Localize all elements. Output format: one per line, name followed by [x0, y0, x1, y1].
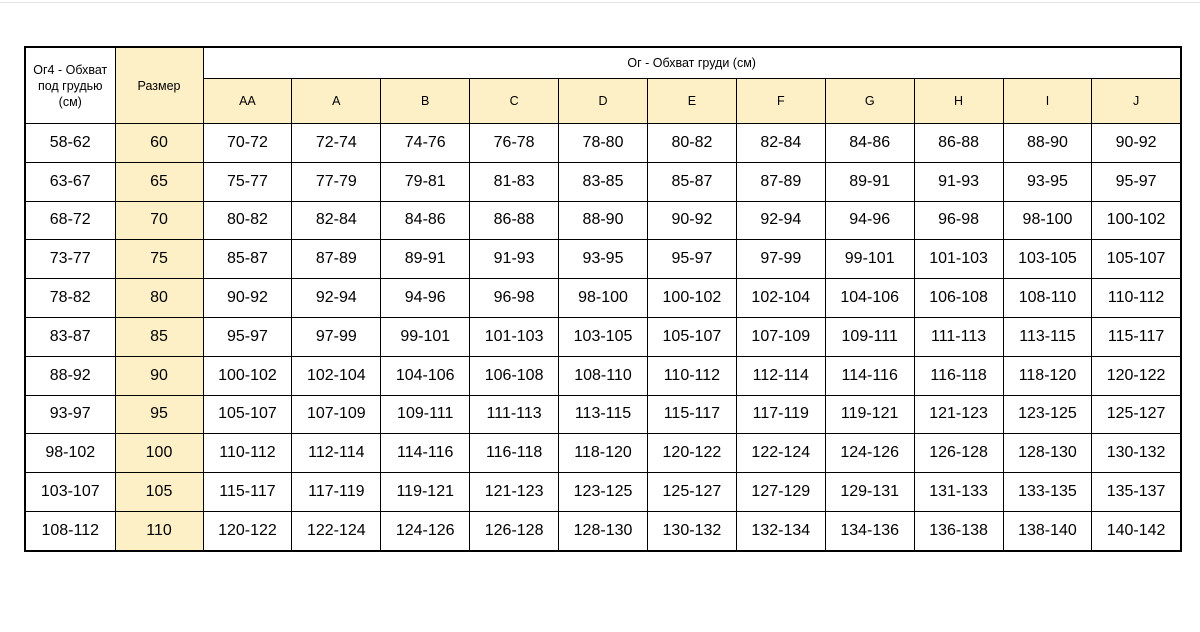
bust-cell: 123-125 — [559, 473, 648, 512]
bust-cell: 78-80 — [559, 124, 648, 163]
bust-cell: 70-72 — [203, 124, 292, 163]
bust-cell: 99-101 — [825, 240, 914, 279]
bust-cell: 93-95 — [1003, 162, 1092, 201]
bust-cell: 102-104 — [292, 356, 381, 395]
bust-cell: 122-124 — [736, 434, 825, 473]
bust-cell: 125-127 — [1092, 395, 1181, 434]
bust-cell: 131-133 — [914, 473, 1003, 512]
bust-cell: 93-95 — [559, 240, 648, 279]
bust-cell: 111-113 — [914, 317, 1003, 356]
bust-cell: 86-88 — [470, 201, 559, 240]
cup-header-b: B — [381, 79, 470, 124]
bust-cell: 130-132 — [1092, 434, 1181, 473]
bust-cell: 107-109 — [292, 395, 381, 434]
size-cell: 85 — [115, 317, 203, 356]
bust-cell: 90-92 — [203, 279, 292, 318]
underbust-cell: 63-67 — [25, 162, 115, 201]
size-cell: 95 — [115, 395, 203, 434]
size-cell: 90 — [115, 356, 203, 395]
bust-cell: 114-116 — [381, 434, 470, 473]
table-row — [25, 201, 1181, 240]
bust-cell: 104-106 — [825, 279, 914, 318]
bust-cell: 126-128 — [470, 511, 559, 550]
bust-cell: 101-103 — [470, 317, 559, 356]
table-row — [25, 124, 1181, 163]
bust-cell: 105-107 — [1092, 240, 1181, 279]
bust-cell: 110-112 — [1092, 279, 1181, 318]
bust-cell: 88-90 — [559, 201, 648, 240]
underbust-cell: 98-102 — [25, 434, 115, 473]
bust-cell: 100-102 — [1092, 201, 1181, 240]
bust-cell: 121-123 — [914, 395, 1003, 434]
cup-header-j: J — [1092, 79, 1181, 124]
underbust-cell: 83-87 — [25, 317, 115, 356]
bust-cell: 103-105 — [559, 317, 648, 356]
bust-cell: 125-127 — [647, 473, 736, 512]
cup-header-h: H — [914, 79, 1003, 124]
bust-cell: 124-126 — [381, 511, 470, 550]
bust-cell: 116-118 — [914, 356, 1003, 395]
bust-cell: 123-125 — [1003, 395, 1092, 434]
bust-cell: 115-117 — [1092, 317, 1181, 356]
bust-cell: 97-99 — [736, 240, 825, 279]
underbust-cell: 103-107 — [25, 473, 115, 512]
bust-cell: 85-87 — [203, 240, 292, 279]
bust-cell: 119-121 — [381, 473, 470, 512]
table-row — [25, 511, 1181, 550]
bust-cell: 110-112 — [647, 356, 736, 395]
bust-cell: 140-142 — [1092, 511, 1181, 550]
size-cell: 100 — [115, 434, 203, 473]
underbust-cell: 68-72 — [25, 201, 115, 240]
cup-header-d: D — [559, 79, 648, 124]
bust-cell: 98-100 — [559, 279, 648, 318]
bust-cell: 92-94 — [292, 279, 381, 318]
bust-cell: 98-100 — [1003, 201, 1092, 240]
bust-cell: 97-99 — [292, 317, 381, 356]
bust-cell: 124-126 — [825, 434, 914, 473]
cup-header-c: C — [470, 79, 559, 124]
bust-cell: 79-81 — [381, 162, 470, 201]
bust-cell: 82-84 — [292, 201, 381, 240]
bust-cell: 103-105 — [1003, 240, 1092, 279]
bust-cell: 82-84 — [736, 124, 825, 163]
table-body — [25, 124, 1181, 551]
cup-header-i: I — [1003, 79, 1092, 124]
underbust-cell: 78-82 — [25, 279, 115, 318]
bust-cell: 132-134 — [736, 511, 825, 550]
bust-cell: 101-103 — [914, 240, 1003, 279]
bust-header: Ог - Обхват груди (см) — [203, 47, 1181, 79]
bust-cell: 108-110 — [1003, 279, 1092, 318]
bust-cell: 120-122 — [203, 511, 292, 550]
underbust-header: Ог4 - Обхват под грудью (см) — [25, 47, 115, 124]
bust-cell: 77-79 — [292, 162, 381, 201]
bust-cell: 118-120 — [1003, 356, 1092, 395]
bust-cell: 134-136 — [825, 511, 914, 550]
bust-cell: 84-86 — [381, 201, 470, 240]
bust-cell: 112-114 — [736, 356, 825, 395]
bust-cell: 133-135 — [1003, 473, 1092, 512]
bust-cell: 89-91 — [825, 162, 914, 201]
underbust-cell: 93-97 — [25, 395, 115, 434]
bust-cell: 127-129 — [736, 473, 825, 512]
table-row — [25, 317, 1181, 356]
bust-cell: 84-86 — [825, 124, 914, 163]
bust-cell: 113-115 — [1003, 317, 1092, 356]
bust-cell: 94-96 — [825, 201, 914, 240]
size-cell: 60 — [115, 124, 203, 163]
bust-cell: 105-107 — [647, 317, 736, 356]
bust-cell: 117-119 — [736, 395, 825, 434]
bust-cell: 136-138 — [914, 511, 1003, 550]
cup-header-e: E — [647, 79, 736, 124]
bust-cell: 87-89 — [292, 240, 381, 279]
bust-cell: 96-98 — [914, 201, 1003, 240]
bust-cell: 96-98 — [470, 279, 559, 318]
bust-cell: 107-109 — [736, 317, 825, 356]
bust-cell: 91-93 — [470, 240, 559, 279]
bust-cell: 104-106 — [381, 356, 470, 395]
bust-cell: 87-89 — [736, 162, 825, 201]
bust-cell: 100-102 — [647, 279, 736, 318]
bust-cell: 130-132 — [647, 511, 736, 550]
bust-cell: 115-117 — [203, 473, 292, 512]
bust-cell: 99-101 — [381, 317, 470, 356]
bust-cell: 80-82 — [203, 201, 292, 240]
bust-cell: 74-76 — [381, 124, 470, 163]
bust-cell: 83-85 — [559, 162, 648, 201]
cup-header-g: G — [825, 79, 914, 124]
underbust-cell: 58-62 — [25, 124, 115, 163]
table-row — [25, 395, 1181, 434]
bust-cell: 76-78 — [470, 124, 559, 163]
bust-cell: 102-104 — [736, 279, 825, 318]
bust-cell: 138-140 — [1003, 511, 1092, 550]
bust-cell: 75-77 — [203, 162, 292, 201]
bust-cell: 91-93 — [914, 162, 1003, 201]
bust-cell: 86-88 — [914, 124, 1003, 163]
size-cell: 65 — [115, 162, 203, 201]
bust-cell: 110-112 — [203, 434, 292, 473]
bust-cell: 135-137 — [1092, 473, 1181, 512]
bust-cell: 105-107 — [203, 395, 292, 434]
size-cell: 70 — [115, 201, 203, 240]
bust-cell: 121-123 — [470, 473, 559, 512]
bust-cell: 109-111 — [381, 395, 470, 434]
bust-cell: 106-108 — [914, 279, 1003, 318]
bust-cell: 108-110 — [559, 356, 648, 395]
bust-cell: 128-130 — [559, 511, 648, 550]
bust-cell: 113-115 — [559, 395, 648, 434]
size-cell: 110 — [115, 511, 203, 550]
cup-header-f: F — [736, 79, 825, 124]
underbust-cell: 88-92 — [25, 356, 115, 395]
bust-cell: 117-119 — [292, 473, 381, 512]
underbust-cell: 108-112 — [25, 511, 115, 550]
bra-size-table — [24, 46, 1182, 552]
table-row — [25, 279, 1181, 318]
bust-cell: 90-92 — [647, 201, 736, 240]
bust-cell: 95-97 — [647, 240, 736, 279]
size-header: Размер — [115, 47, 203, 124]
bust-cell: 90-92 — [1092, 124, 1181, 163]
size-cell: 105 — [115, 473, 203, 512]
bust-cell: 126-128 — [914, 434, 1003, 473]
bust-cell: 92-94 — [736, 201, 825, 240]
bust-cell: 118-120 — [559, 434, 648, 473]
bust-cell: 95-97 — [1092, 162, 1181, 201]
table-row — [25, 473, 1181, 512]
bust-cell: 120-122 — [1092, 356, 1181, 395]
table-row — [25, 240, 1181, 279]
bust-cell: 128-130 — [1003, 434, 1092, 473]
bust-cell: 72-74 — [292, 124, 381, 163]
bust-cell: 120-122 — [647, 434, 736, 473]
top-divider — [0, 2, 1200, 3]
header-row-top — [25, 47, 1181, 79]
bust-cell: 80-82 — [647, 124, 736, 163]
table-row — [25, 356, 1181, 395]
table-row — [25, 162, 1181, 201]
underbust-cell: 73-77 — [25, 240, 115, 279]
size-cell: 75 — [115, 240, 203, 279]
size-cell: 80 — [115, 279, 203, 318]
bust-cell: 95-97 — [203, 317, 292, 356]
bust-cell: 119-121 — [825, 395, 914, 434]
bust-cell: 115-117 — [647, 395, 736, 434]
bust-cell: 116-118 — [470, 434, 559, 473]
bust-cell: 81-83 — [470, 162, 559, 201]
cup-header-aa: AA — [203, 79, 292, 124]
bust-cell: 109-111 — [825, 317, 914, 356]
bust-cell: 122-124 — [292, 511, 381, 550]
bust-cell: 106-108 — [470, 356, 559, 395]
bust-cell: 85-87 — [647, 162, 736, 201]
bust-cell: 129-131 — [825, 473, 914, 512]
cup-header-a: A — [292, 79, 381, 124]
bust-cell: 89-91 — [381, 240, 470, 279]
bust-cell: 94-96 — [381, 279, 470, 318]
bust-cell: 112-114 — [292, 434, 381, 473]
bust-cell: 88-90 — [1003, 124, 1092, 163]
bust-cell: 111-113 — [470, 395, 559, 434]
table-row — [25, 434, 1181, 473]
bust-cell: 100-102 — [203, 356, 292, 395]
bust-cell: 114-116 — [825, 356, 914, 395]
